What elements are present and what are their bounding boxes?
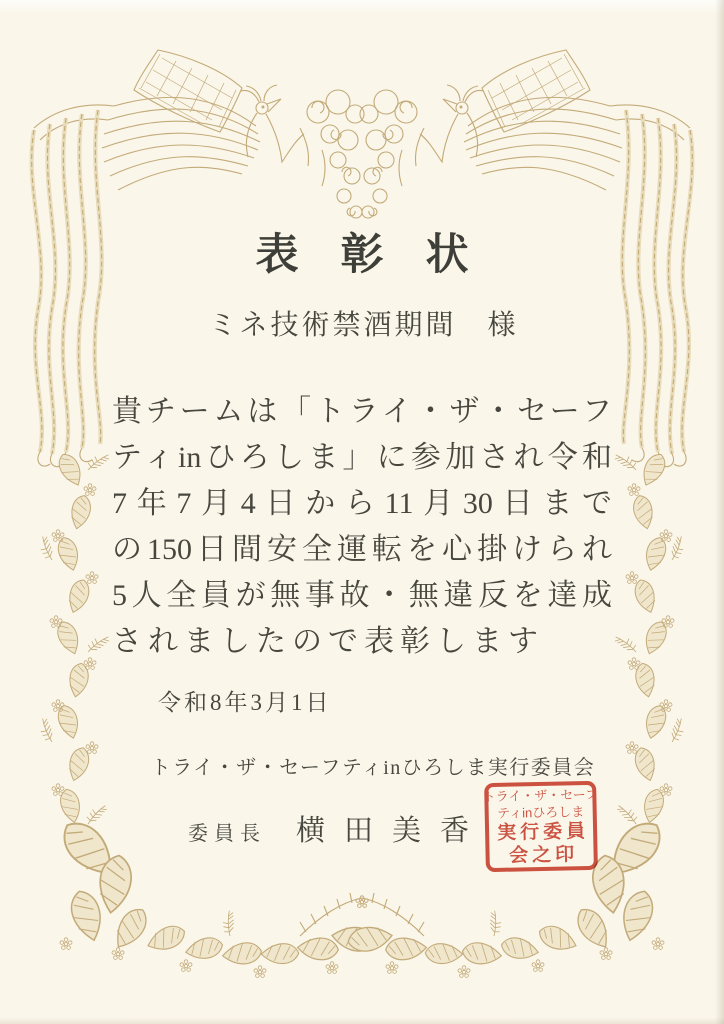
signer-title: 委員長: [188, 823, 266, 845]
seal-text-line: トライ・ザ・セーフ: [482, 786, 599, 804]
seal-text-line: 会之印: [508, 843, 579, 867]
body-line: 7年7月4日から11月30日まで: [112, 487, 612, 520]
signature-row: [188, 808, 488, 849]
seal-text-line: ティinひろしま: [497, 803, 585, 821]
body-line: ティinひろしま」に参加され令和: [112, 441, 612, 474]
scan-edge-shadow: [0, 1017, 724, 1024]
body-line: 貴チームは「トライ・ザ・セーフ: [112, 395, 612, 428]
scan-edge-shadow: [715, 0, 724, 1024]
recipient-name: ミネ技術禁酒期間 様: [208, 310, 519, 341]
issuing-organization: トライ・ザ・セーフティinひろしま実行委員会: [150, 757, 596, 779]
certificate-body: [112, 389, 612, 665]
certificate-title: 表彰状: [255, 232, 511, 279]
committee-seal-stamp-icon: [484, 781, 598, 872]
issue-date: 令和8年3月1日: [158, 690, 332, 715]
body-line: の150日間安全運転を心掛けられ: [112, 533, 612, 566]
scan-edge-highlight: [0, 0, 724, 14]
body-line: されましたので表彰します: [112, 625, 544, 658]
body-line: 5人全員が無事故・無違反を達成: [112, 579, 612, 612]
signer-name: 横田美香: [296, 815, 489, 847]
seal-text-line: 実行委員: [496, 820, 590, 844]
